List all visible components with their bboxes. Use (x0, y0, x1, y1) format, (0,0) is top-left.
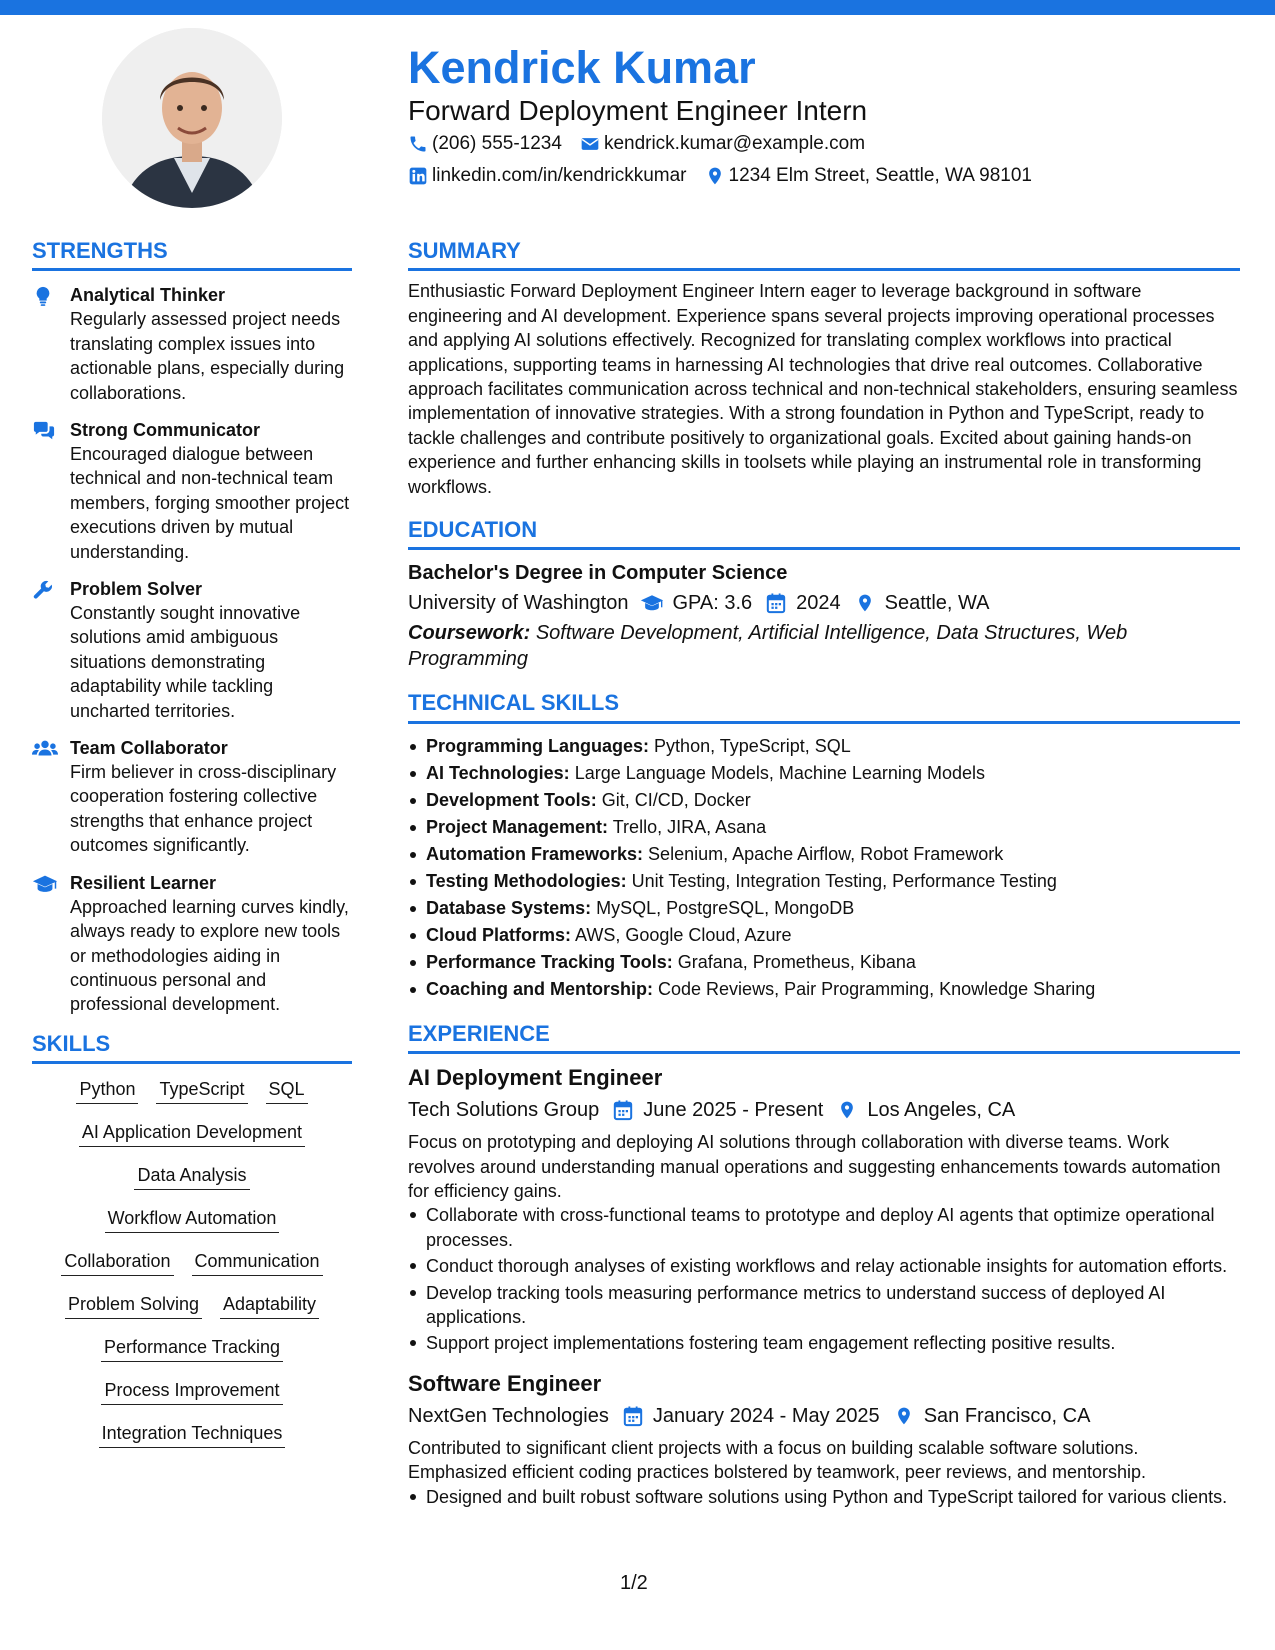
email-text: kendrick.kumar@example.com (603, 133, 866, 154)
candidate-title: Forward Deployment Engineer Intern (408, 95, 868, 126)
linkedin-icon (408, 166, 428, 186)
list-item (408, 895, 1240, 922)
job-dates: January 2024 - May 2025 (652, 1404, 880, 1427)
strength-desc: Regularly assessed project needs translating complex issues into actionable plans, especially during collaborations. (70, 309, 345, 403)
address-text: 1234 Elm Street, Seattle, WA 98101 (728, 165, 1032, 186)
skill-tag: SQL (266, 1078, 308, 1104)
technical-skills-list (408, 733, 1240, 1003)
strength-item (32, 736, 352, 858)
skill-value: MySQL, PostgreSQL, MongoDB (596, 897, 855, 918)
email-contact[interactable] (580, 133, 865, 155)
skill-tag: Python (76, 1078, 138, 1104)
users-icon (32, 736, 70, 858)
job-location: Los Angeles, CA (867, 1099, 1016, 1122)
phone-contact[interactable] (408, 133, 562, 155)
coursework (408, 620, 1240, 672)
skill-tag: Problem Solving (65, 1293, 202, 1319)
summary-heading: SUMMARY (408, 238, 1240, 271)
education-heading: EDUCATION (408, 517, 1240, 550)
strength-item (32, 871, 352, 1017)
coursework-label: Coursework: (408, 622, 531, 645)
left-column (32, 238, 352, 1465)
skill-tag: Adaptability (220, 1293, 319, 1319)
skill-label: Automation Frameworks: (426, 843, 644, 864)
strength-title: Team Collaborator (70, 738, 228, 759)
skill-row (32, 1336, 352, 1362)
skill-tag: Collaboration (61, 1250, 173, 1276)
coursework-list: Software Development, Artificial Intelligence, Data Structures, Web Programming (408, 622, 1128, 671)
skill-label: Coaching and Mentorship: (426, 978, 653, 999)
phone-icon (408, 134, 428, 154)
job-meta (408, 1402, 1240, 1430)
contact-row-1 (408, 133, 883, 155)
skill-value: Trello, JIRA, Asana (612, 816, 767, 837)
list-item (408, 814, 1240, 841)
skill-row (32, 1293, 352, 1319)
technical-skills-heading: TECHNICAL SKILLS (408, 690, 1240, 723)
job-bullets (408, 1485, 1240, 1509)
job-location: San Francisco, CA (923, 1404, 1091, 1427)
list-item (408, 976, 1240, 1003)
job-bullets (408, 1203, 1240, 1355)
experience-entry (408, 1064, 1240, 1356)
lightbulb-icon (32, 283, 70, 405)
skill-tag: AI Application Development (79, 1121, 305, 1147)
graduation-cap-icon (640, 591, 664, 615)
skill-tag: Integration Techniques (99, 1422, 286, 1448)
skill-value: Code Reviews, Pair Programming, Knowledge Sharing (658, 978, 1096, 999)
job-description: Focus on prototyping and deploying AI solutions through collaboration with diverse teams. Work revolves around understanding manual operations and suggesting enhancements towards automation for efficiency gains. (408, 1132, 1221, 1202)
list-item (408, 949, 1240, 976)
skill-tag: Process Improvement (101, 1379, 282, 1405)
technical-skills-section (408, 690, 1240, 1002)
experience-heading: EXPERIENCE (408, 1021, 1240, 1054)
skill-value: Python, TypeScript, SQL (654, 735, 851, 756)
calendar-icon (621, 1404, 645, 1428)
strengths-heading: STRENGTHS (32, 238, 352, 271)
list-item (408, 868, 1240, 895)
skill-row (32, 1250, 352, 1276)
skill-value: Unit Testing, Integration Testing, Performance Testing (631, 870, 1057, 891)
experience-section (408, 1021, 1240, 1509)
skill-row (32, 1207, 352, 1233)
linkedin-text: linkedin.com/in/kendrickkumar (432, 165, 687, 186)
list-item (408, 922, 1240, 949)
list-item: Collaborate with cross-functional teams to prototype and deploy AI agents that optimize operational processes. (408, 1203, 1240, 1252)
skill-tag: Communication (192, 1250, 323, 1276)
skill-value: Git, CI/CD, Docker (601, 789, 751, 810)
company-name: Tech Solutions Group (408, 1099, 600, 1122)
skill-tag: TypeScript (156, 1078, 247, 1104)
envelope-icon (580, 134, 600, 154)
strength-item (32, 577, 352, 723)
job-meta (408, 1096, 1240, 1124)
wrench-icon (32, 577, 70, 723)
chat-bubbles-icon (32, 418, 70, 564)
strengths-list (32, 283, 352, 1016)
gpa-text: GPA: 3.6 (672, 592, 753, 615)
candidate-name: Kendrick Kumar (408, 42, 756, 93)
skills-heading: SKILLS (32, 1031, 352, 1064)
map-pin-icon (705, 166, 725, 186)
education-meta (408, 590, 1240, 616)
list-item (408, 733, 1240, 760)
list-item: Develop tracking tools measuring performance metrics to understand success of deployed AI applications. (408, 1281, 1240, 1330)
list-item: Conduct thorough analyses of existing workflows and relay actionable insights for automation efforts. (408, 1254, 1240, 1278)
strength-title: Problem Solver (70, 579, 203, 600)
map-pin-icon (892, 1404, 916, 1428)
strength-desc: Constantly sought innovative solutions amid ambiguous situations demonstrating adaptability while tackling uncharted territories. (70, 603, 301, 721)
experience-entry (408, 1370, 1240, 1509)
skill-tag: Performance Tracking (101, 1336, 283, 1362)
skill-value: Selenium, Apache Airflow, Robot Framework (648, 843, 1004, 864)
strength-title: Strong Communicator (70, 420, 261, 441)
job-title: Software Engineer (408, 1370, 602, 1396)
skill-label: Programming Languages: (426, 735, 650, 756)
skill-label: Testing Methodologies: (426, 870, 627, 891)
skill-row (32, 1164, 352, 1190)
skill-value: Grafana, Prometheus, Kibana (677, 951, 916, 972)
school-name: University of Washington (408, 592, 629, 615)
list-item (408, 787, 1240, 814)
education-section (408, 517, 1240, 672)
strength-desc: Firm believer in cross-disciplinary cooperation fostering collective strengths that enhance project outcomes significantly. (70, 762, 337, 856)
skill-label: Project Management: (426, 816, 609, 837)
skill-row (32, 1121, 352, 1147)
skill-label: AI Technologies: (426, 762, 570, 783)
skill-value: AWS, Google Cloud, Azure (575, 924, 792, 945)
skill-value: Large Language Models, Machine Learning Models (574, 762, 985, 783)
company-name: NextGen Technologies (408, 1404, 609, 1427)
list-item: Support project implementations fostering team engagement reflecting positive results. (408, 1331, 1240, 1355)
skill-tag: Data Analysis (134, 1164, 249, 1190)
graduation-year: 2024 (796, 592, 841, 615)
strength-title: Analytical Thinker (70, 285, 226, 306)
calendar-icon (611, 1098, 635, 1122)
degree-title: Bachelor's Degree in Computer Science (408, 562, 788, 585)
list-item (408, 760, 1240, 787)
right-column (408, 238, 1240, 1527)
job-title: AI Deployment Engineer (408, 1065, 663, 1091)
profile-photo (102, 28, 282, 208)
address-contact (705, 165, 1032, 187)
skill-row (32, 1422, 352, 1448)
map-pin-icon (853, 591, 877, 615)
job-dates: June 2025 - Present (643, 1099, 824, 1122)
summary-section (408, 238, 1240, 499)
skill-tags (32, 1078, 352, 1448)
education-location: Seattle, WA (884, 592, 990, 615)
strength-item (32, 283, 352, 405)
graduation-cap-icon (32, 871, 70, 1017)
phone-text: (206) 555-1234 (432, 133, 562, 154)
strength-desc: Approached learning curves kindly, always ready to explore new tools or methodologies aiding in continuous personal and professional development. (70, 896, 349, 1015)
skill-label: Development Tools: (426, 789, 597, 810)
skills-section (32, 1031, 352, 1448)
list-item: Designed and built robust software solutions using Python and TypeScript tailored for various clients. (408, 1485, 1240, 1509)
calendar-icon (764, 591, 788, 615)
skill-label: Cloud Platforms: (426, 924, 572, 945)
strength-title: Resilient Learner (70, 872, 217, 893)
list-item (408, 841, 1240, 868)
skill-row (32, 1379, 352, 1405)
skill-row (32, 1078, 352, 1104)
skill-tag: Workflow Automation (105, 1207, 280, 1233)
strength-item (32, 418, 352, 564)
top-accent-bar (0, 0, 1275, 15)
summary-text: Enthusiastic Forward Deployment Engineer Intern eager to leverage background in software engineering and AI development. Experience spans several projects improving operational processes and applying AI solutions effectively. Recognized for translating complex workflows into practical applications, supporting teams in harnessing AI technologies that drive real outcomes. Collaborative approach facilitates communication across technical and non-technical stakeholders, ensuring seamless implementation of innovative strategies. With a strong foundation in Python and TypeScript, ready to tackle challenges and contribute positively to organizational goals. Excited about gaining hands-on experience and further enhancing skills in toolsets while playing an instrumental role in transforming workflows. (408, 281, 1238, 497)
skill-label: Performance Tracking Tools: (426, 951, 673, 972)
strength-desc: Encouraged dialogue between technical and non-technical team members, forging smoother project executions driven by mutual understanding. (70, 444, 350, 562)
skill-label: Database Systems: (426, 897, 592, 918)
map-pin-icon (835, 1098, 859, 1122)
linkedin-contact[interactable] (408, 165, 687, 187)
contact-row-2 (408, 165, 1050, 187)
page-number: 1/2 (620, 1572, 648, 1594)
job-description: Contributed to significant client projects with a focus on building scalable software solutions. Emphasized efficient coding practices bolstered by teamwork, peer reviews, and mentorship. (408, 1437, 1147, 1483)
